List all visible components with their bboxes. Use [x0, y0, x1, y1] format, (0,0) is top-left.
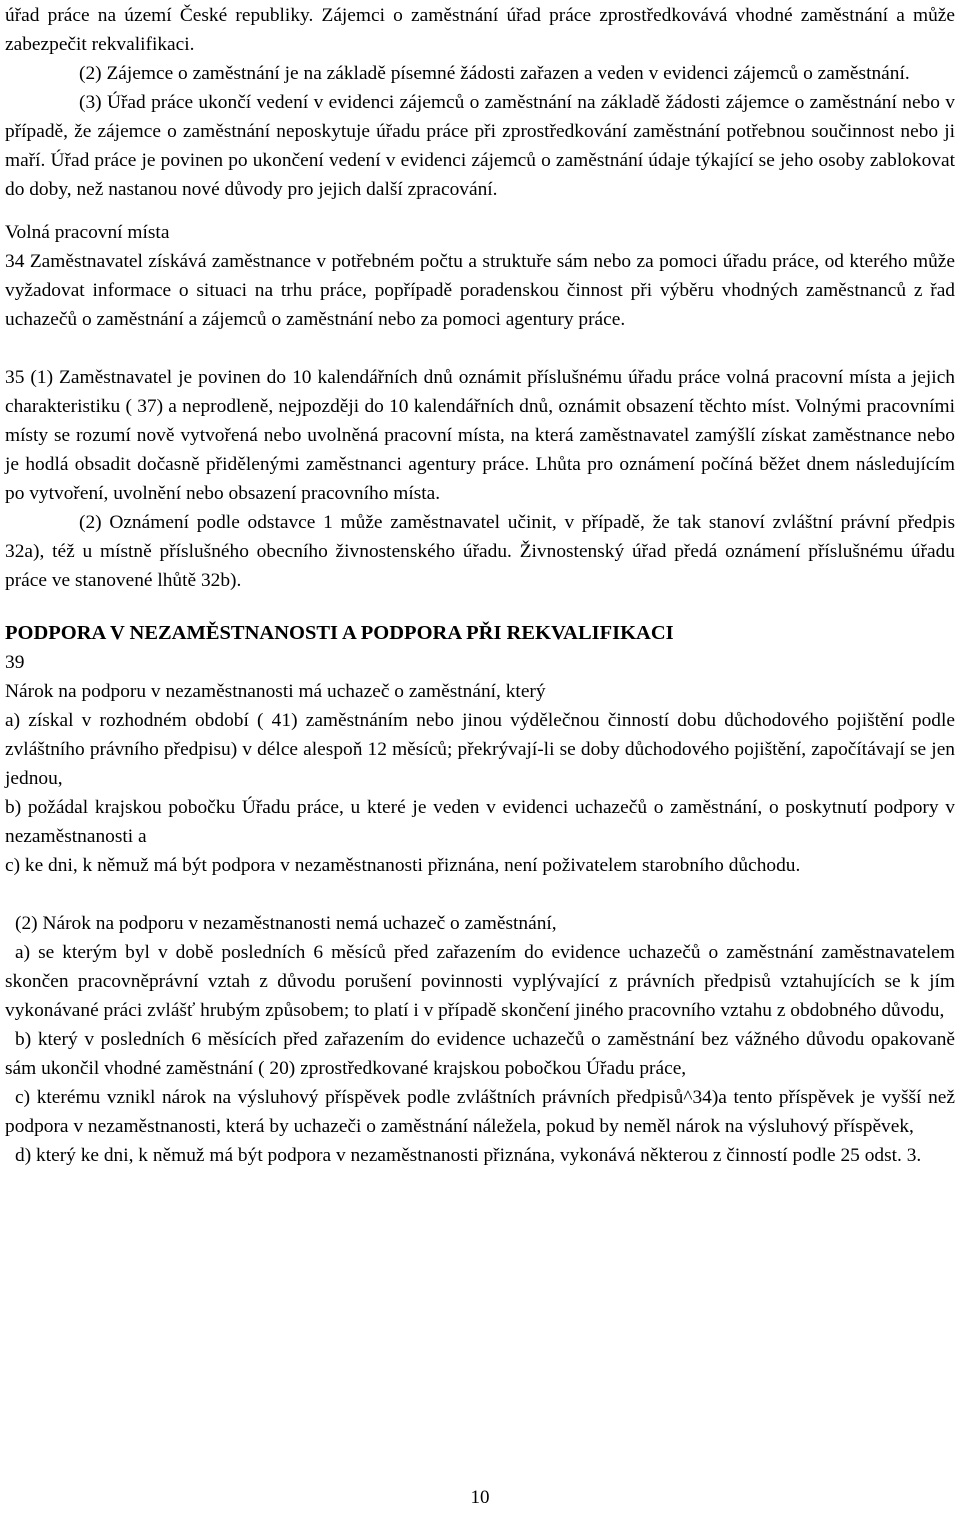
- section-heading: PODPORA V NEZAMĚSTNANOSTI A PODPORA PŘI REKVALIFIKACI: [5, 622, 674, 644]
- paragraph: úřad práce na území České republiky. Zájemci o zaměstnání úřad práce zprostředkovává vhodné zaměstnání a může zabezpečit rekvalifikaci.: [5, 5, 955, 55]
- document-page: [5, 1, 955, 1170]
- page-number: 10: [470, 1487, 490, 1508]
- list-item: a) získal v rozhodném období ( 41) zaměstnáním nebo jinou výdělečnou činností dobu důchodového pojištění podle zvláštního právního předpisu) v délce alespoň 12 měsíců; překrývají-li se doby důchodového pojištění, započítávají se jen jednou,: [5, 710, 955, 789]
- paragraph: (2) Zájemce o zaměstnání je na základě písemné žádosti zařazen a veden v evidenci zájemců o zaměstnání.: [79, 63, 910, 84]
- paragraph: 34 Zaměstnavatel získává zaměstnance v potřebném počtu a struktuře sám nebo za pomoci úřadu práce, od kterého může vyžadovat informace o situaci na trhu práce, popřípadě poradenskou činnost při výběru vhodných zaměstnanců z řad uchazečů o zaměstnání a zájemců o zaměstnání nebo za pomoci agentury práce.: [5, 251, 955, 330]
- paragraph: Nárok na podporu v nezaměstnanosti má uchazeč o zaměstnání, který: [5, 681, 546, 702]
- section-title: Volná pracovní místa: [5, 222, 170, 243]
- list-item: c) ke dni, k němuž má být podpora v nezaměstnanosti přiznána, není poživatelem starobního důchodu.: [5, 855, 801, 876]
- paragraph: (3) Úřad práce ukončí vedení v evidenci zájemců o zaměstnání na základě žádosti zájemce o zaměstnání nebo v případě, že zájemce o zaměstnání neposkytuje úřadu práce při zprostředkování zaměstnání potřebnou součinnost nebo ji maří. Úřad práce je povinen po ukončení vedení v evidenci zájemců o zaměstnání údaje týkající se jeho osoby zablokovat do doby, než nastanou nové důvody pro jejich další zpracování.: [5, 92, 955, 200]
- list-item: b) požádal krajskou pobočku Úřadu práce, u které je veden v evidenci uchazečů o zaměstnání, o poskytnutí podpory v nezaměstnanosti a: [5, 797, 955, 847]
- section-number: 39: [5, 652, 25, 673]
- paragraph: 35 (1) Zaměstnavatel je povinen do 10 kalendářních dnů oznámit příslušnému úřadu práce volná pracovní místa a jejich charakteristiku ( 37) a neprodleně, nejpozději do 10 kalendářních dnů, oznámit obsazení těchto míst. Volnými pracovními místy se rozumí nově vytvořená nebo uvolněná pracovní místa, na která zaměstnavatel zamýšlí získat zaměstnance nebo je hodlá obsadit dočasně přidělenými zaměstnanci agentury práce. Lhůta pro oznámení počíná běžet dnem následujícím po vytvoření, uvolnění nebo obsazení pracovního místa.: [5, 367, 955, 504]
- list-item: d) který ke dni, k němuž má být podpora v nezaměstnanosti přiznána, vykonává některou z činností podle 25 odst. 3.: [15, 1145, 922, 1166]
- list-item: c) kterému vznikl nárok na výsluhový příspěvek podle zvláštních právních předpisů^34)a tento příspěvek je vyšší než podpora v nezaměstnanosti, která by uchazeči o zaměstnání náležela, pokud by neměl nárok na výsluhový příspěvek,: [5, 1087, 955, 1137]
- list-item: a) se kterým byl v době posledních 6 měsíců před zařazením do evidence uchazečů o zaměstnání zaměstnavatelem skončen pracovněprávní vztah z důvodu porušení povinnosti vyplývající z právních předpisů vztahujících se k jím vykonávané práci zvlášť hrubým způsobem; to platí i v případě skončení jiného pracovního vztahu z obdobného důvodu,: [5, 942, 955, 1021]
- paragraph: (2) Oznámení podle odstavce 1 může zaměstnavatel učinit, v případě, že tak stanoví zvláštní právní předpis 32a), též u místně příslušného obecního živnostenského úřadu. Živnostenský úřad předá oznámení příslušnému úřadu práce ve stanovené lhůtě 32b).: [5, 512, 955, 591]
- list-item: b) který v posledních 6 měsících před zařazením do evidence uchazečů o zaměstnání bez vážného důvodu opakovaně sám ukončil vhodné zaměstnání ( 20) zprostředkované krajskou pobočkou Úřadu práce,: [5, 1029, 955, 1079]
- paragraph: (2) Nárok na podporu v nezaměstnanosti nemá uchazeč o zaměstnání,: [15, 913, 557, 934]
